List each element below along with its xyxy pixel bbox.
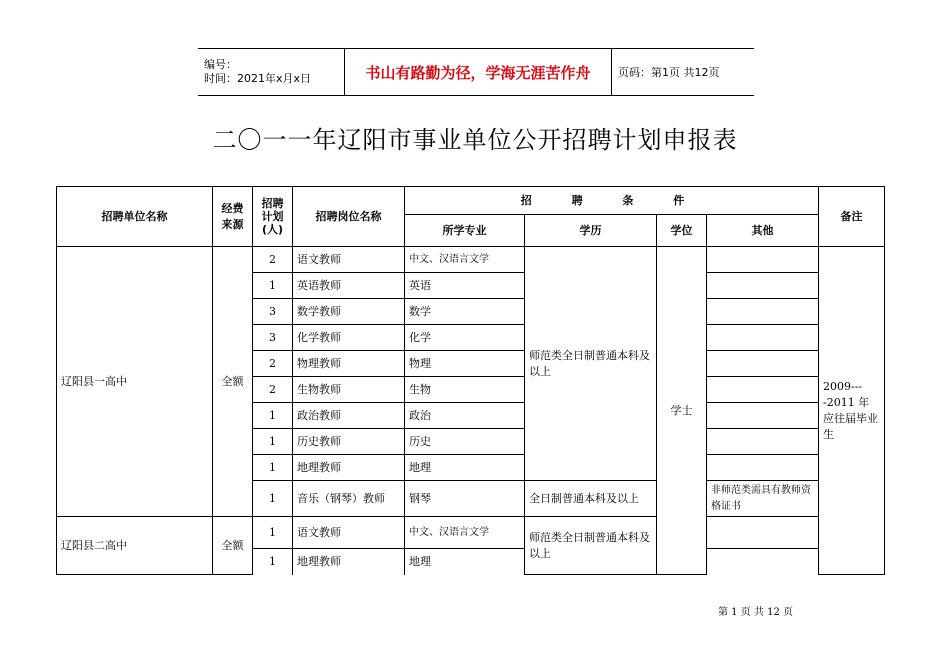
- plan-count: 3: [253, 299, 293, 325]
- major: 历史: [405, 429, 525, 455]
- plan-count: 1: [253, 549, 293, 575]
- position-name: 音乐（钢琴）教师: [293, 481, 405, 517]
- plan-count: 1: [253, 455, 293, 481]
- other-cell: [707, 517, 819, 549]
- header-plan-line2: 计划: [261, 210, 284, 223]
- unit1-education-a: 师范类全日制普通本科及以上: [525, 247, 657, 481]
- major: 中文、汉语言文学: [405, 517, 525, 549]
- major: 物理: [405, 351, 525, 377]
- plan-count: 2: [253, 351, 293, 377]
- plan-count: 2: [253, 377, 293, 403]
- unit2-education: 师范类全日制普通本科及以上: [525, 517, 657, 575]
- plan-count: 1: [253, 517, 293, 549]
- table-row: [57, 247, 885, 273]
- header-major: 所学专业: [405, 215, 525, 247]
- time-label: 时间：2021年x月x日: [204, 72, 312, 85]
- unit2-name: 辽阳县二高中: [57, 517, 213, 575]
- position-name: 化学教师: [293, 325, 405, 351]
- notes: 2009----2011 年应往届毕业生: [819, 247, 885, 575]
- header-row: [57, 187, 885, 215]
- position-name: 物理教师: [293, 351, 405, 377]
- header-notes: 备注: [819, 187, 885, 247]
- unit2-funding: 全额: [213, 517, 253, 575]
- position-name: 语文教师: [293, 517, 405, 549]
- degree: 学士: [657, 247, 707, 575]
- position-name: 生物教师: [293, 377, 405, 403]
- plan-count: 1: [253, 429, 293, 455]
- other-cell: [707, 351, 819, 377]
- header-plan-line3: (人): [261, 223, 284, 236]
- other-cell: [707, 377, 819, 403]
- page-title: 二〇一一年辽阳市事业单位公开招聘计划申报表: [212, 126, 738, 154]
- other-cell: [707, 273, 819, 299]
- header-degree: 学位: [657, 215, 707, 247]
- header-other: 其他: [707, 215, 819, 247]
- plan-count: 1: [253, 481, 293, 517]
- major: 地理: [405, 549, 525, 575]
- recruitment-table: [56, 186, 885, 575]
- header-funding: 经费来源: [213, 187, 253, 247]
- position-name: 地理教师: [293, 455, 405, 481]
- plan-count: 2: [253, 247, 293, 273]
- header-plan: [253, 187, 293, 247]
- table-row: [57, 517, 885, 549]
- major: 生物: [405, 377, 525, 403]
- position-name: 语文教师: [293, 247, 405, 273]
- page-label: 页码：第1页 共12页: [612, 49, 755, 96]
- number-label: 编号：: [204, 58, 237, 71]
- header-education: 学历: [525, 215, 657, 247]
- motto: 书山有路勤为径，学海无涯苦作舟: [345, 49, 612, 96]
- header-position: 招聘岗位名称: [293, 187, 405, 247]
- header-plan-line1: 招聘: [261, 197, 284, 210]
- major: 钢琴: [405, 481, 525, 517]
- major: 英语: [405, 273, 525, 299]
- header-meta: [198, 49, 345, 96]
- plan-count: 1: [253, 403, 293, 429]
- major: 政治: [405, 403, 525, 429]
- major: 数学: [405, 299, 525, 325]
- document-header: [198, 48, 754, 96]
- unit1-education-b: 全日制普通本科及以上: [525, 481, 657, 517]
- major: 化学: [405, 325, 525, 351]
- header-unit: 招聘单位名称: [57, 187, 213, 247]
- position-name: 英语教师: [293, 273, 405, 299]
- plan-count: 1: [253, 273, 293, 299]
- other-cell: [707, 549, 819, 575]
- position-name: 地理教师: [293, 549, 405, 575]
- major: 地理: [405, 455, 525, 481]
- plan-count: 3: [253, 325, 293, 351]
- position-name: 政治教师: [293, 403, 405, 429]
- other-cell: [707, 247, 819, 273]
- page-footer: 第 1 页 共 12 页: [718, 607, 793, 618]
- other-cell: [707, 403, 819, 429]
- unit1-funding: 全额: [213, 247, 253, 517]
- other-music-note: 非师范类需具有教师资格证书: [707, 481, 819, 517]
- unit1-name: 辽阳县一高中: [57, 247, 213, 517]
- major: 中文、汉语言文学: [405, 247, 525, 273]
- other-cell: [707, 455, 819, 481]
- other-cell: [707, 299, 819, 325]
- header-conditions: 招 聘 条 件: [405, 187, 819, 215]
- position-name: 数学教师: [293, 299, 405, 325]
- other-cell: [707, 429, 819, 455]
- other-cell: [707, 325, 819, 351]
- position-name: 历史教师: [293, 429, 405, 455]
